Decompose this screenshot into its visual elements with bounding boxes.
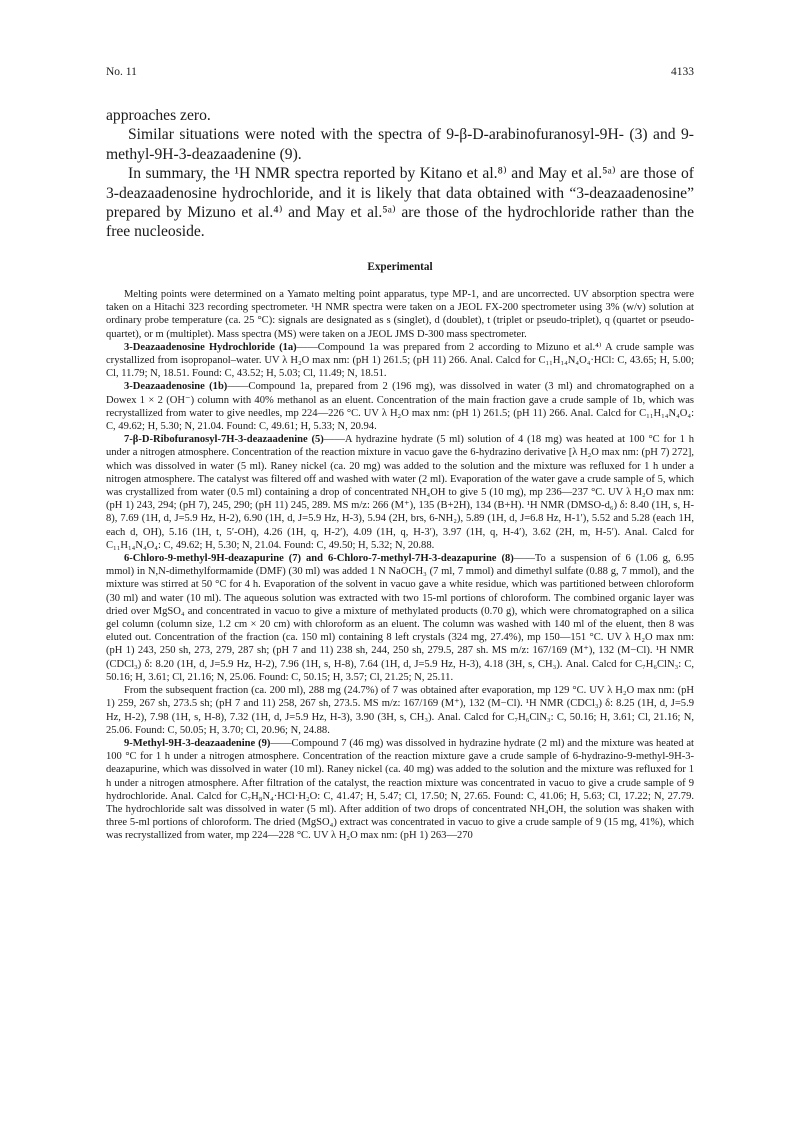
experimental-paragraph xyxy=(106,433,694,552)
compound-heading: 9-Methyl-9H-3-deazaadenine (9) xyxy=(124,737,271,749)
journal-issue: No. 11 xyxy=(106,66,137,78)
page-number: 4133 xyxy=(671,66,694,78)
paragraph-text: From the subsequent fraction (ca. 200 ml), 288 mg (24.7%) of 7 was obtained after evaporation, mp 129 °C. UV λ H₂O max nm: (pH 1) 259, 267 sh, 273.5 sh; (pH 7 and 11) 258, 267 sh, 273.5. MS m/z: 167/169 (M⁺), 132 (M−Cl). ¹H NMR (CDCl₃) δ: 8.25 (1H, d, J=5.9 Hz, H-2), 7.98 (1H, s, H-8), 7.32 (1H, d, J=5.9 Hz, H-3), 3.90 (3H, s, CH₃). Anal. Calcd for C₇H₆ClN₃: C, 50.16; H, 3.61; Cl, 21.16; N, 25.06. Found: C, 50.05; H, 3.70; Cl, 20.96; N, 24.88. xyxy=(106,685,694,736)
paragraph-text: ——Compound 1a was prepared from 2 according to Mizuno et al.⁴⁾ A crude sample was crystallized from isopropanol–water. UV λ H₂O max nm: (pH 1) 261.5; (pH 11) 266. Anal. Calcd for C₁₁H₁₄N₄O₄·HCl: C, 43.65; H, 5.00; Cl, 11.79; N, 18.51. Found: C, 43.52; H, 5.03; Cl, 11.49; N, 18.51. xyxy=(106,341,694,380)
experimental-paragraph xyxy=(106,684,694,737)
paragraph-text: Melting points were determined on a Yamato melting point apparatus, type MP-1, and are uncorrected. UV absorption spectra were taken on a Hitachi 323 recording spectrometer. ¹H NMR spectra were taken on a JEOL FX-200 spectrometer using 3% (w/v) solution at ordinary probe temperature (ca. 25 °C): signals are designated as s (singlet), d (doublet), t (triplet or pseudo-triplet), q (quartet or pseudo-quartet), or m (multiplet). Mass spectra (MS) were taken on a JEOL JMS D-300 mass spectrometer. xyxy=(106,289,694,340)
intro-text xyxy=(106,106,694,242)
intro-paragraph: In summary, the ¹H NMR spectra reported by Kitano et al.⁸⁾ and May et al.⁵ᵃ⁾ are those of 3-deazaadenosine hydrochloride, and it is likely that data obtained with “3-deazaadenosine” prepared by Mizuno et al.⁴⁾ and May et al.⁵ᵃ⁾ are those of the hydrochloride rather than the free nucleoside. xyxy=(106,165,694,241)
experimental-body xyxy=(106,288,694,843)
paragraph-text: ——A hydrazine hydrate (5 ml) solution of 4 (18 mg) was heated at 100 °C for 1 h under a nitrogen atmosphere. Concentration of the reaction mixture in vacuo gave the 6-hydrazino derivative [λ H₂O max nm: (pH 7) 272], which was dissolved in water (5 ml). Raney nickel (ca. 20 mg) was added to the solution and the mixture was refluxed for 1 h under a nitrogen atmosphere. The catalyst was filtered off and washed with water (2 ml). Evaporation of the water gave a crude sample of 5, which was crystallized from water (0.5 ml) containing a drop of concentrated NH₄OH to give 5 (10 mg), mp 236—237 °C. UV λ H₂O max nm: (pH 1) 243, 294; (pH 7), 245, 290; (pH 11) 245, 289. MS m/z: 266 (M⁺), 135 (B+2H), 134 (B+H). ¹H NMR (DMSO-d₆) δ: 8.40 (1H, s, H-8), 7.69 (1H, d, J=5.9 Hz, H-2), 6.90 (1H, d, J=5.9 Hz, H-3), 5.94 (2H, brs, 6-NH₂), 5.89 (1H, d, J=6.8 Hz, H-1′), 5.52 and 5.28 (each 1H, each d, OH), 5.16 (1H, t, 5′-OH), 4.26 (1H, q, H-2′), 4.09 (1H, q, H-3′), 3.97 (1H, q, H-4′), 3.62 (2H, m, H-5′). Anal. Calcd for C₁₁H₁₄N₄O₄: C, 49.62; H, 5.30; N, 21.04. Found: C, 49.50; H, 5.32; N, 20.88. xyxy=(106,434,695,551)
paragraph-text: ——Compound 1a, prepared from 2 (196 mg), was dissolved in water (3 ml) and chromatographed on a Dowex 1 × 2 (OH⁻) column with 40% methanol as an eluent. Concentration of the main fraction gave a crude sample of 1b, which was recrystallized from water to give needles, mp 224—226 °C. UV λ H₂O max nm: (pH 1) 261.5; (pH 11) 266. Anal. Calcd for C₁₁H₁₄N₄O₄: C, 49.62; H, 5.30; N, 21.04. Found: C, 49.61; H, 5.33; N, 20.94. xyxy=(106,381,694,433)
paragraph-text: ——To a suspension of 6 (1.06 g, 6.95 mmol) in N,N-dimethylformamide (DMF) (30 ml) was added 1 N NaOCH₃ (7 ml, 7 mmol) and dimethyl sulfate (0.88 g, 7 mmol), and the mixture was stirred at 50 °C for 4 h. Evaporation of the solvent in vacuo gave a white residue, which was partitioned between chloroform (30 ml) and water (10 ml). The aqueous solution was extracted with two 15-ml portions of chloroform. The combined organic layer was dried over MgSO₄ and concentrated in vacuo to give a mixture of methylated products (0.70 g), which were chromatographed on a silica gel column (column size, 1.2 cm × 20 cm) with chloroform as an eluent. The column was washed with 140 ml of the eluent, then 8 was eluted out. Concentration of the fraction (ca. 150 ml) containing 8 left crystals (324 mg, 27.4%), mp 150—151 °C. UV λ H₂O max nm: (pH 1) 243, 250 sh, 273, 279, 287 sh; (pH 7 and 11) 238 sh, 244, 250 sh, 279.5, 287 sh. MS m/z: 167/169 (M⁺), 132 (M−Cl). ¹H NMR (CDCl₃) δ: 8.20 (1H, d, J=5.9 Hz, H-2), 7.96 (1H, s, H-8), 7.64 (1H, d, J=5.9 Hz, H-3), 4.18 (3H, s, CH₃). Anal. Calcd for C₇H₆ClN₃: C, 50.16; H, 3.61; Cl, 21.16; N, 25.06. Found: C, 50.15; H, 3.57; Cl, 21.25; N, 25.11. xyxy=(106,553,694,683)
experimental-paragraph xyxy=(106,737,694,843)
compound-heading: 3-Deazaadenosine (1b) xyxy=(124,381,228,393)
experimental-paragraph xyxy=(106,288,694,341)
compound-heading: 3-Deazaadenosine Hydrochloride (1a) xyxy=(124,341,297,353)
intro-paragraph: approaches zero. xyxy=(106,107,211,124)
compound-heading: 7-β-D-Ribofuranosyl-7H-3-deazaadenine (5) xyxy=(124,434,324,446)
experimental-paragraph xyxy=(106,341,694,381)
paragraph-text: ——Compound 7 (46 mg) was dissolved in hydrazine hydrate (2 ml) and the mixture was heated at 100 °C for 1 h under a nitrogen atmosphere. Concentration of the reaction mixture gave a crude sample of 6-hydrazino-9-methyl-9H-3-deazapurine, which was dissolved in water (10 ml). Raney nickel (ca. 40 mg) was added to the solution and the mixture was refluxed for 1 h under a nitrogen atmosphere. After filtration of the catalyst, the reaction mixture was concentrated in vacuo to give a crude sample of 9 hydrochloride. Anal. Calcd for C₇H₈N₄·HCl·H₂O: C, 41.47; H, 5.47; Cl, 17.50; N, 27.65. Found: C, 41.06; H, 5.63; Cl, 17.22; N, 27.79. The hydrochloride salt was dissolved in water (5 ml). After addition of two drops of concentrated NH₄OH, the solution was shaken with three 5-ml portions of chloroform. The dried (MgSO₄) extract was concentrated in vacuo to give a crude sample of 9 (15 mg, 41%), which was recrystallized from water, mp 224—228 °C. UV λ H₂O max nm: (pH 1) 263—270 xyxy=(106,737,694,842)
intro-paragraph: Similar situations were noted with the spectra of 9-β-D-arabinofuranosyl-9H- (3) and 9-methyl-9H-3-deazaadenine (9). xyxy=(106,126,694,163)
page-header xyxy=(106,66,694,82)
section-title: Experimental xyxy=(367,261,433,273)
experimental-paragraph xyxy=(106,552,694,684)
experimental-paragraph xyxy=(106,380,694,433)
compound-heading: 6-Chloro-9-methyl-9H-deazapurine (7) and 6-Chloro-7-methyl-7H-3-deazapurine (8) xyxy=(124,553,514,565)
